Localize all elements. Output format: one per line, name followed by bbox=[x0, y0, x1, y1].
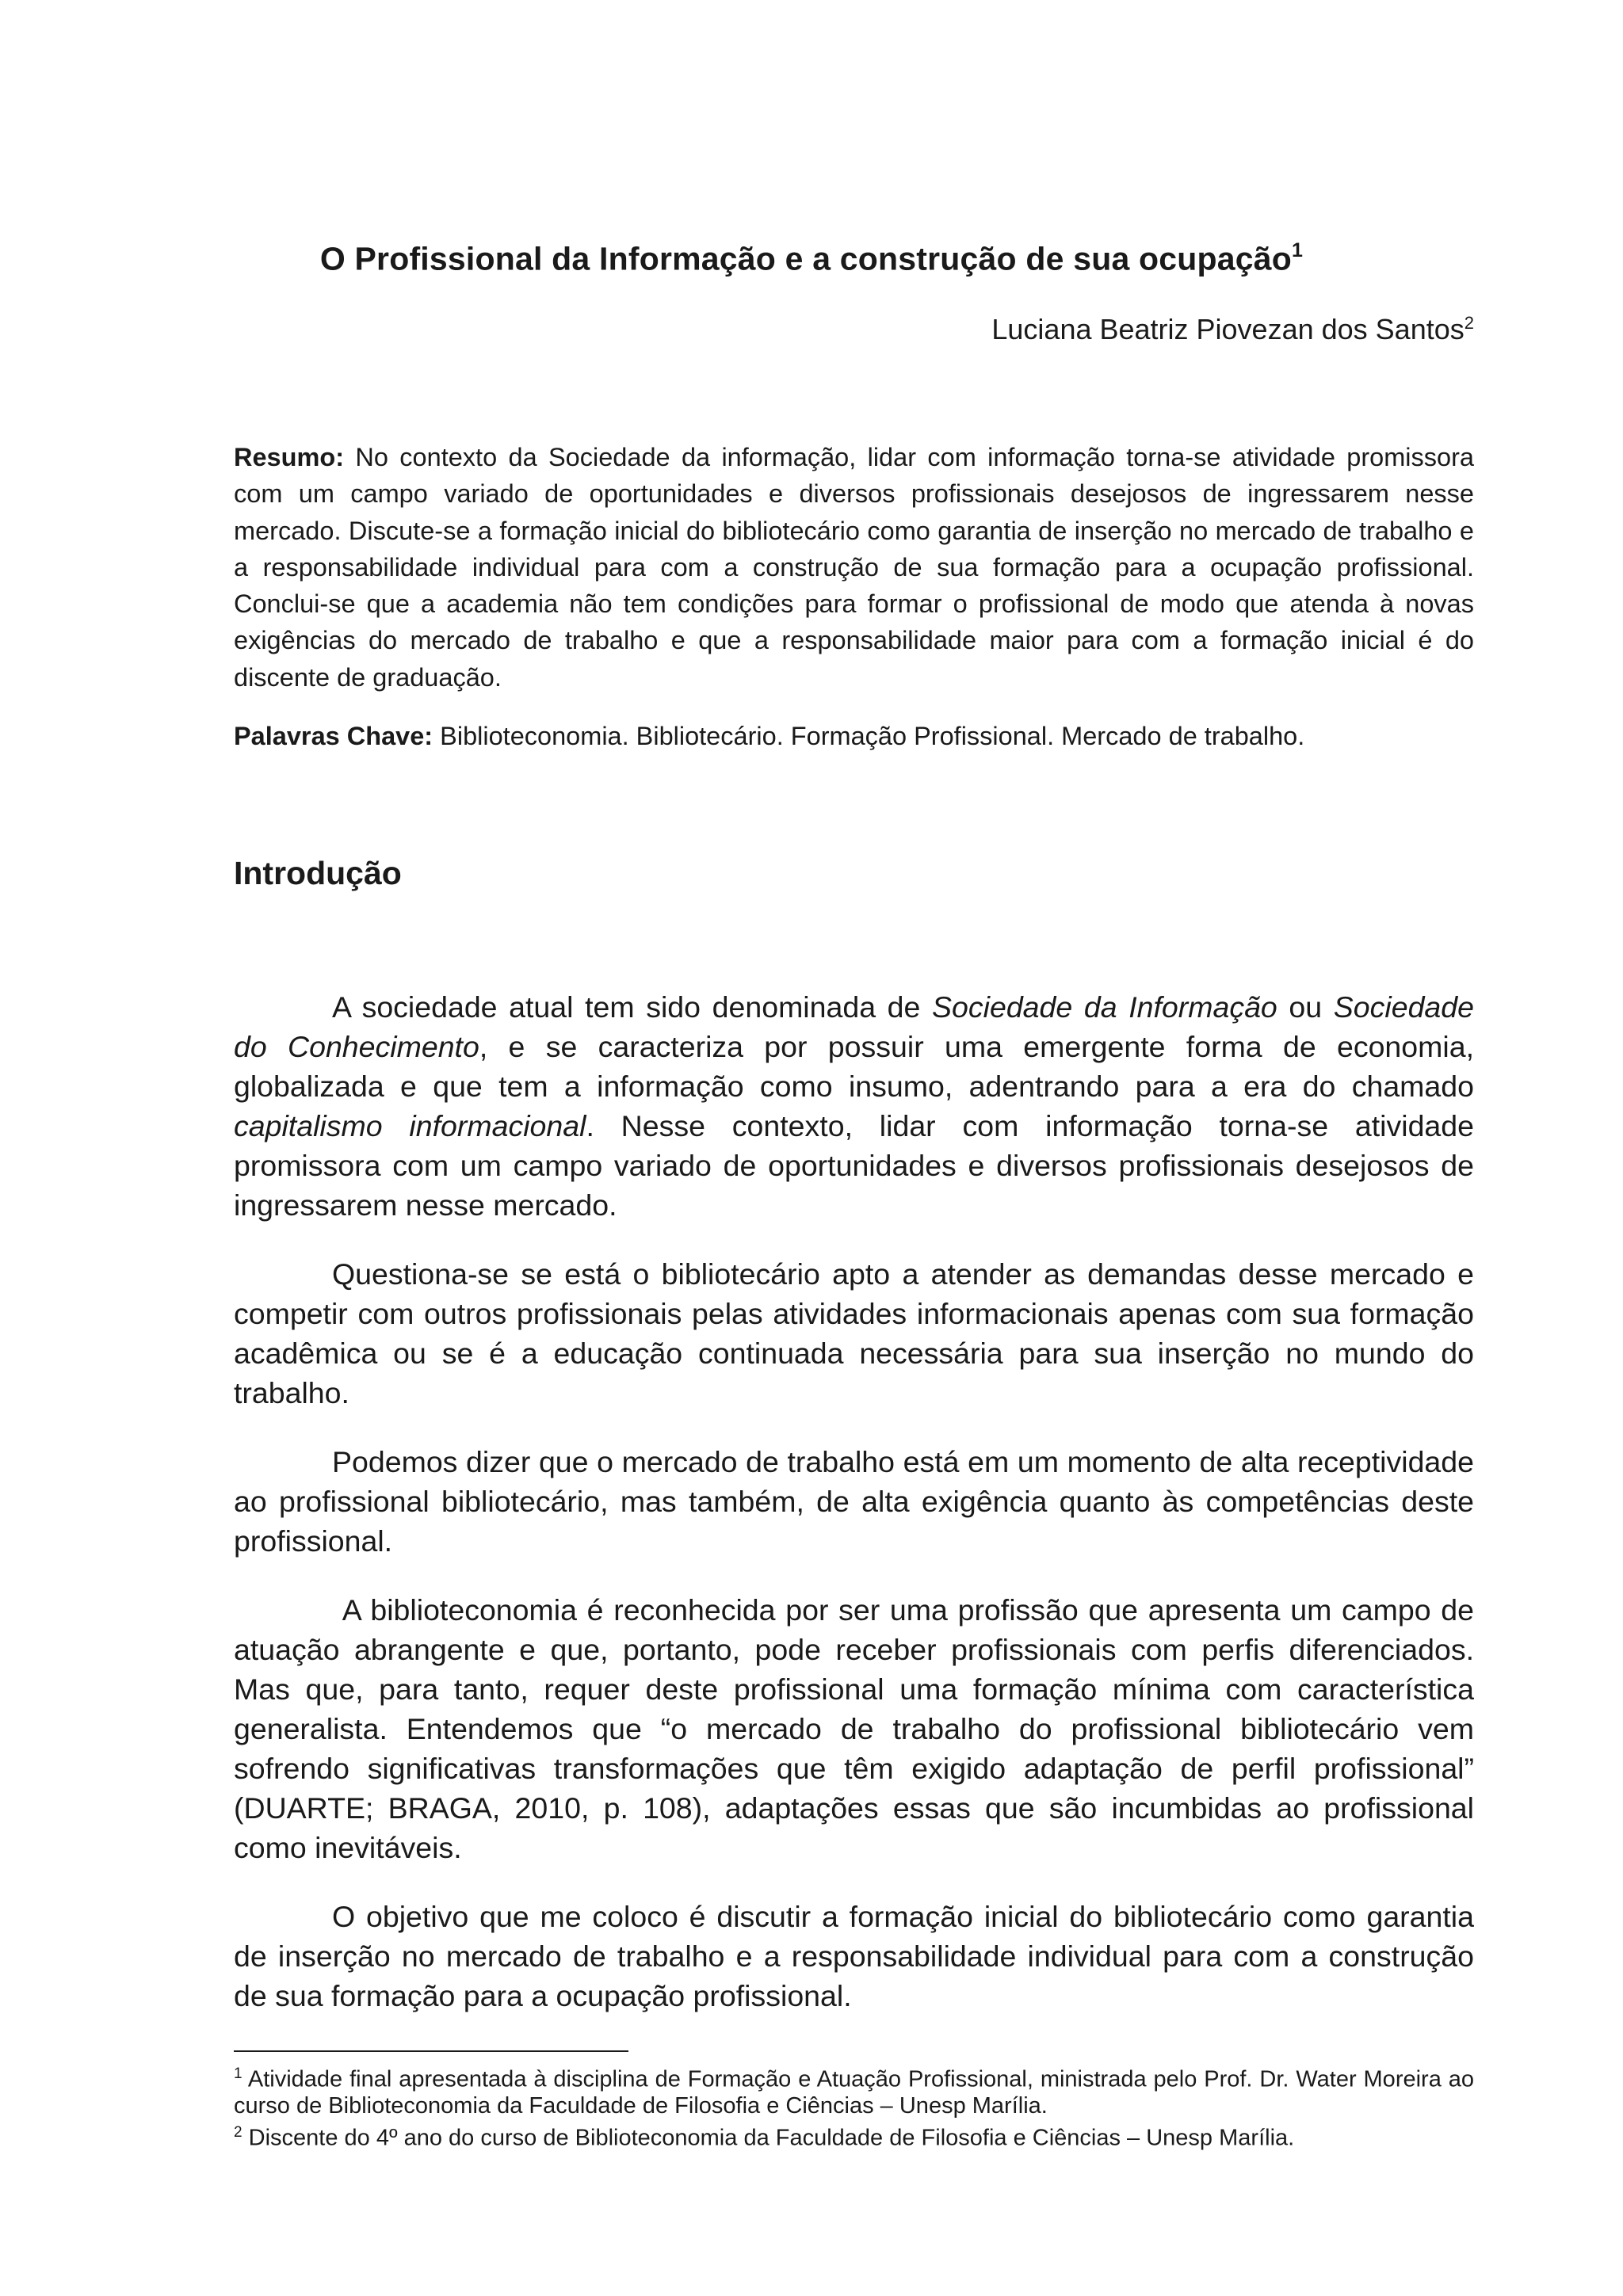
author-name: Luciana Beatriz Piovezan dos Santos bbox=[991, 313, 1465, 345]
paragraph-1-text-b: ou bbox=[1277, 990, 1334, 1024]
paragraph-2: Questiona-se se está o bibliotecário apto a atender as demandas desse mercado e competir com outros profissionais pelas atividades informacionais apenas com sua formação acadêmica ou se é a educação continuada necessária para sua inserção no mundo do trabalho. bbox=[234, 1257, 1474, 1409]
footnote-2 bbox=[234, 2119, 1474, 2152]
paragraph-1-emphasis-1: Sociedade da Informação bbox=[932, 990, 1277, 1024]
abstract-text: No contexto da Sociedade da informação, lidar com informação torna-se atividade promissora com um campo variado de oportunidades e diversos profissionais desejosos de ingressarem nesse mercado. Discute-se a formação inicial do bibliotecário como garantia de inserção no mercado de trabalho e a responsabilidade individual para com a construção de sua formação para a ocupação profissional. Conclui-se que a academia não tem condições para formar o profissional de modo que atenda à novas exigências do mercado de trabalho e que a responsabilidade maior para com a formação inicial é do discente de graduação. bbox=[234, 443, 1474, 692]
section-heading-introduction: Introdução bbox=[234, 855, 402, 891]
paragraph-1-text-d: . Nesse contexto, lidar com informação torna-se atividade promissora com um campo variado de oportunidades e diversos profissionais desejosos de ingressarem nesse mercado. bbox=[234, 1109, 1475, 1222]
paragraph-1-emphasis-3: capitalismo informacional bbox=[234, 1109, 586, 1142]
keywords bbox=[234, 718, 1474, 754]
paragraph-1-text-a: A sociedade atual tem sido denominada de bbox=[332, 990, 933, 1024]
abstract bbox=[234, 439, 1474, 696]
footnote-1 bbox=[234, 2061, 1474, 2119]
paragraph-1-emphasis-2: Sociedade do Conhecimento bbox=[234, 990, 1474, 1063]
footnote-1-text: Atividade final apresentada à disciplina de Formação e Atuação Profissional, ministrada pelo Prof. Dr. Water Moreira ao curso de Biblioteconomia da Faculdade de Filosofia e Ciências – Unesp Marília. bbox=[234, 2066, 1474, 2119]
title-footnote-marker: 1 bbox=[1292, 239, 1304, 261]
title-text: O Profissional da Informação e a construção de sua ocupação bbox=[319, 240, 1293, 277]
footnotes bbox=[234, 2061, 1474, 2151]
keywords-label: Palavras Chave: bbox=[234, 722, 433, 750]
paragraph-1-text-c: , e se caracteriza por possuir uma emergente forma de economia, globalizada e que tem a informação como insumo, adentrando para a era do chamado bbox=[234, 1030, 1474, 1103]
introduction-body bbox=[234, 987, 1483, 2045]
footnote-divider bbox=[234, 2050, 628, 2052]
paragraph-1 bbox=[234, 987, 1474, 1225]
footnote-2-marker: 2 bbox=[234, 2123, 242, 2141]
keywords-text: Biblioteconomia. Bibliotecário. Formação Profissional. Mercado de trabalho. bbox=[440, 722, 1305, 750]
author-line bbox=[991, 304, 1474, 349]
paragraph-3: Podemos dizer que o mercado de trabalho está em um momento de alta receptividade ao profissional bibliotecário, mas também, de alta exigência quanto às competências deste profissional. bbox=[234, 1445, 1474, 1558]
footnote-1-marker: 1 bbox=[234, 2065, 242, 2082]
footnote-2-text: Discente do 4º ano do curso de Biblioteconomia da Faculdade de Filosofia e Ciências – Unesp Marília. bbox=[242, 2125, 1295, 2151]
author-footnote-marker: 2 bbox=[1464, 313, 1474, 333]
abstract-label: Resumo: bbox=[234, 443, 345, 471]
document-title bbox=[0, 230, 1623, 281]
paragraph-4: A biblioteconomia é reconhecida por ser uma profissão que apresenta um campo de atuação abrangente e que, portanto, pode receber profissionais com perfis diferenciados. Mas que, para tanto, requer deste profissional uma formação mínima com característica generalista. Entendemos que “o mercado de trabalho do profissional bibliotecário vem sofrendo significativas transformações que têm exigido adaptação de perfil profissional” (DUARTE; BRAGA, 2010, p. 108), adaptações essas que são incumbidas ao profissional como inevitáveis. bbox=[234, 1593, 1483, 1864]
paragraph-5: O objetivo que me coloco é discutir a formação inicial do bibliotecário como garantia de inserção no mercado de trabalho e a responsabilidade individual para com a construção de sua formação para a ocupação profissional. bbox=[234, 1900, 1474, 2012]
